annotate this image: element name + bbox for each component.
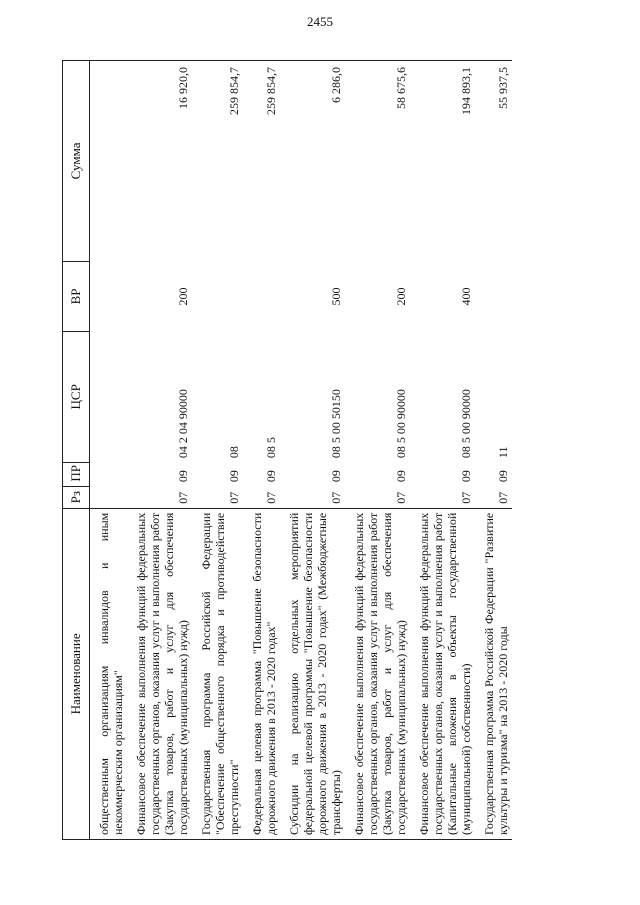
- row-sum: 55 937,5: [475, 61, 512, 262]
- row-name: Субсидии на реализацию отдельных мероприятий федеральной целевой программы "Повышение безопасности дорожного движения в 2013 - 2020 годах" (Межбюджетные трансферты): [280, 508, 345, 839]
- row-csr: 08 5 00 90000: [394, 389, 408, 459]
- row-pr: 09: [264, 470, 278, 483]
- row-sum: 259 854,7: [192, 61, 243, 262]
- table-row: [243, 61, 280, 840]
- row-vr: [243, 261, 280, 331]
- header-sum: Сумма: [63, 61, 90, 262]
- budget-table: [62, 60, 512, 840]
- row-rz: [90, 486, 128, 508]
- row-vr: 200: [394, 287, 408, 306]
- row-pr: 09: [227, 470, 241, 483]
- row-vr: [90, 261, 128, 331]
- row-csr: 08 5 00 90000: [459, 389, 473, 459]
- row-name: Финансовое обеспечение выполнения функций федеральных государственных органов, оказания услуг и выполнения работ (Закупка товаров, работ и услуг для обеспечения государственных (муниципальных) нужд): [345, 508, 410, 839]
- row-sum: [90, 61, 128, 262]
- row-csr: [90, 332, 128, 463]
- row-name: Государственная программа Российской Федерации "Развитие культуры и туризма" на 2013 - 2020 годы: [475, 508, 512, 839]
- row-vr: [475, 261, 512, 331]
- table-row: [192, 61, 243, 840]
- row-csr: 08: [227, 446, 241, 459]
- row-name: общественным организациям инвалидов и иным некоммерческим организациям": [90, 508, 128, 839]
- row-csr: 08 5: [264, 437, 278, 459]
- header-name: Наименование: [63, 508, 90, 839]
- row-csr: 08 5 00 50150: [329, 389, 343, 459]
- row-sum: 6 286,0: [280, 61, 345, 262]
- row-vr: 200: [176, 287, 190, 306]
- row-name: Финансовое обеспечение выполнения функций федеральных государственных органов, оказания услуг и выполнения работ (Закупка товаров, работ и услуг для обеспечения государственных (муниципальных) нужд): [127, 508, 192, 839]
- row-sum: 259 854,7: [243, 61, 280, 262]
- row-vr: 400: [459, 287, 473, 306]
- row-rz: 07: [227, 491, 241, 504]
- page-number: 2455: [307, 14, 333, 29]
- row-pr: 09: [459, 470, 473, 483]
- row-vr: 500: [329, 287, 343, 306]
- row-pr: 09: [176, 470, 190, 483]
- table-row: [280, 61, 345, 840]
- table-row: [410, 61, 475, 840]
- header-vr: ВР: [63, 261, 90, 331]
- header-pr: ПР: [63, 462, 90, 486]
- row-rz: 07: [329, 491, 343, 504]
- table-row: [90, 61, 128, 840]
- row-name: Финансовое обеспечение выполнения функций федеральных государственных органов, оказания услуг и выполнения работ (Капитальные вложения в объекты государственной (муниципальной) собственности): [410, 508, 475, 839]
- row-pr: [90, 462, 128, 486]
- row-pr: 09: [329, 470, 343, 483]
- header-rz: Рз: [63, 486, 90, 508]
- table-row: [127, 61, 192, 840]
- row-rz: 07: [394, 491, 408, 504]
- row-sum: 58 675,6: [345, 61, 410, 262]
- row-sum: 194 893,1: [410, 61, 475, 262]
- row-pr: 09: [496, 470, 510, 483]
- row-rz: 07: [459, 491, 473, 504]
- row-csr: 11: [496, 446, 510, 459]
- rotated-table-area: [62, 60, 582, 840]
- row-pr: 09: [394, 470, 408, 483]
- row-rz: 07: [496, 491, 510, 504]
- table-row: [475, 61, 512, 840]
- row-rz: 07: [264, 491, 278, 504]
- table-header-row: [63, 61, 90, 840]
- row-name: Федеральная целевая программа "Повышение безопасности дорожного движения в 2013 - 2020 годах": [243, 508, 280, 839]
- row-csr: 04 2 04 90000: [176, 389, 190, 459]
- table-row: [345, 61, 410, 840]
- header-csr: ЦСР: [63, 332, 90, 463]
- row-rz: 07: [176, 491, 190, 504]
- row-vr: [192, 261, 243, 331]
- row-name: Государственная программа Российской Федерации "Обеспечение общественного порядка и противодействие преступности": [192, 508, 243, 839]
- row-sum: 16 920,0: [127, 61, 192, 262]
